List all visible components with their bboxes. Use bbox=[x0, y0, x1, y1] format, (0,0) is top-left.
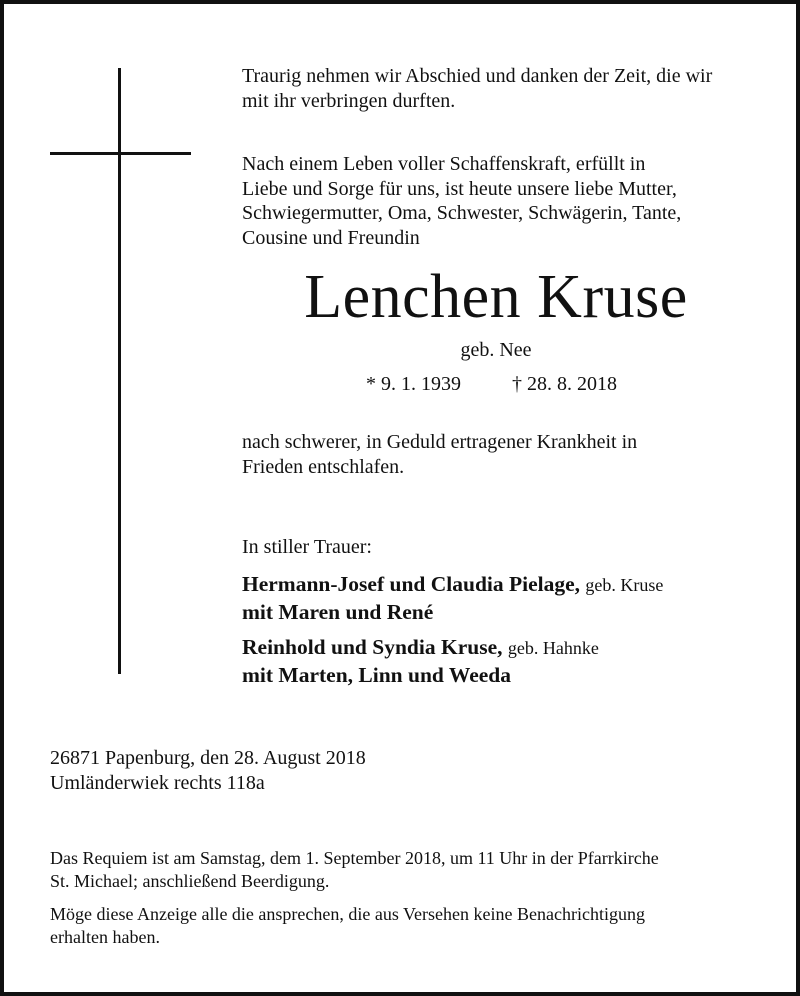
life-line: Nach einem Leben voller Schaffenskraft, erfüllt in bbox=[242, 153, 646, 175]
family-children: mit Maren und René bbox=[242, 600, 434, 624]
cross-icon-bar bbox=[50, 152, 191, 155]
family-children: mit Marten, Linn und Weeda bbox=[242, 663, 511, 687]
maiden-name: geb. Nee bbox=[460, 339, 532, 361]
intro-text bbox=[242, 64, 750, 113]
birth-date: * 9. 1. 1939 bbox=[366, 373, 461, 395]
requiem-text bbox=[50, 847, 750, 892]
family-names: Reinhold und Syndia Kruse, bbox=[242, 635, 503, 659]
family-entry bbox=[242, 571, 663, 626]
life-line: Liebe und Sorge für uns, ist heute unsere liebe Mutter, bbox=[242, 177, 677, 200]
illness-line: nach schwerer, in Geduld ertragener Krankheit in bbox=[242, 431, 638, 453]
address-line: Umländerwiek rechts 118a bbox=[50, 771, 265, 794]
life-line: Cousine und Freundin bbox=[242, 226, 420, 249]
intro-line: mit ihr verbringen durften. bbox=[242, 89, 456, 112]
cross-icon bbox=[118, 68, 121, 674]
family-maiden: geb. Kruse bbox=[585, 575, 664, 595]
intro-line: Traurig nehmen wir Abschied und danken der Zeit, die wir bbox=[242, 65, 713, 87]
address bbox=[50, 746, 366, 795]
family-maiden: geb. Hahnke bbox=[507, 638, 599, 658]
life-text bbox=[242, 152, 750, 250]
requiem-line: St. Michael; anschließend Beerdigung. bbox=[50, 870, 330, 891]
deceased-name: Lenchen Kruse bbox=[304, 263, 688, 331]
life-line: Schwiegermutter, Oma, Schwester, Schwägerin, Tante, bbox=[242, 202, 682, 224]
mourning-label: In stiller Trauer: bbox=[242, 536, 372, 558]
illness-line: Frieden entschlafen. bbox=[242, 455, 405, 478]
notice-line: erhalten haben. bbox=[50, 926, 160, 947]
family-entry bbox=[242, 634, 599, 689]
death-date: † 28. 8. 2018 bbox=[512, 373, 617, 395]
notice-line: Möge diese Anzeige alle die ansprechen, die aus Versehen keine Benachrichtigung bbox=[50, 904, 645, 924]
address-line: 26871 Papenburg, den 28. August 2018 bbox=[50, 747, 366, 769]
requiem-line: Das Requiem ist am Samstag, dem 1. September 2018, um 11 Uhr in der Pfarrkirche bbox=[50, 848, 659, 868]
family-names: Hermann-Josef und Claudia Pielage, bbox=[242, 572, 581, 596]
illness-text bbox=[242, 430, 750, 479]
notification-text bbox=[50, 903, 750, 948]
